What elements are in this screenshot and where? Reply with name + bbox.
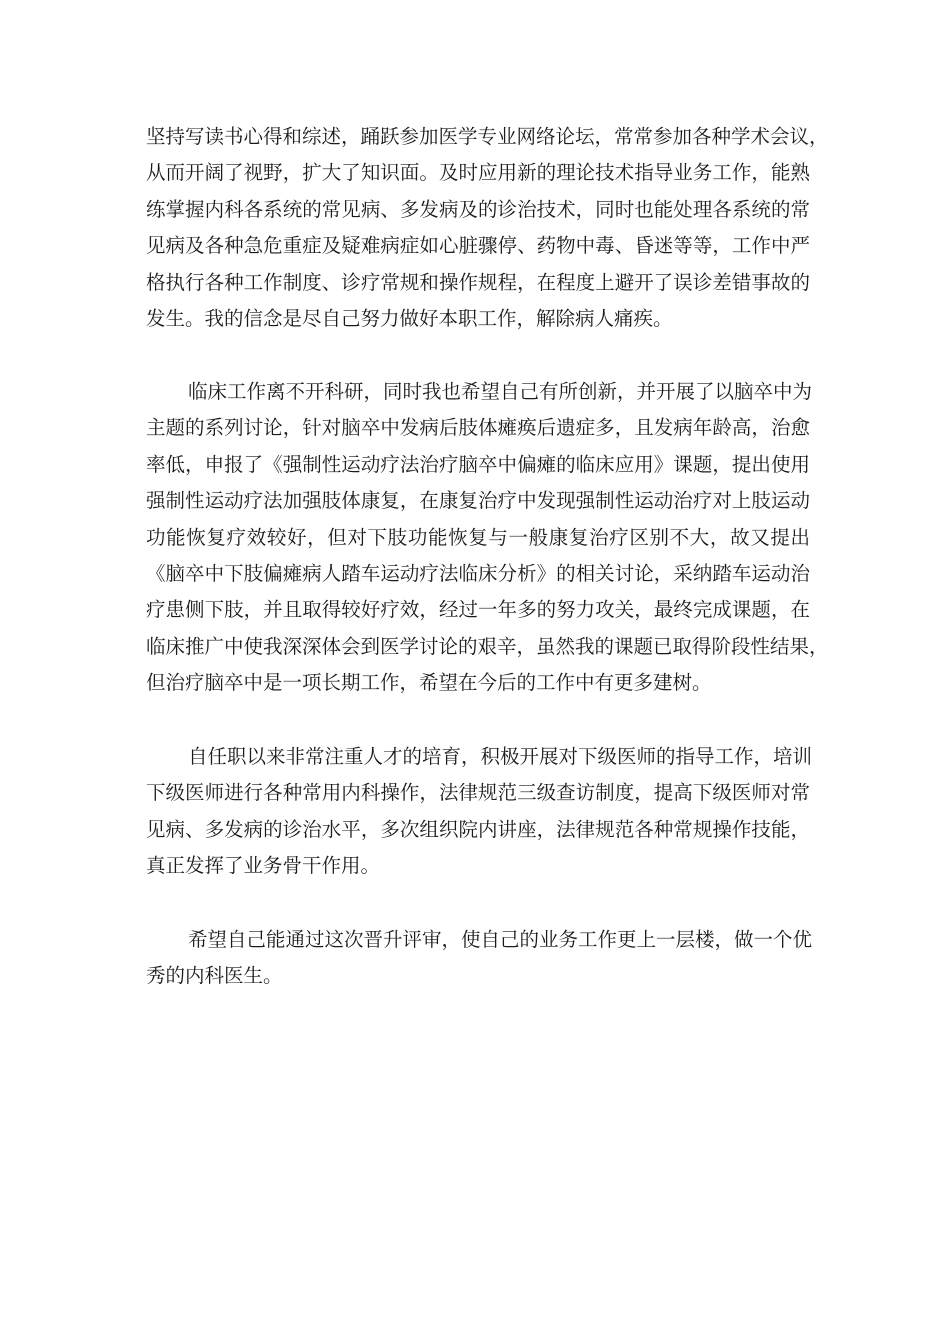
text-line: 见病及各种急危重症及疑难病症如心脏骤停、药物中毒、昏迷等等，工作中严 <box>146 234 810 258</box>
paragraph-staff-training <box>146 739 813 885</box>
text-line: 见病、多发病的诊治水平，多次组织院内讲座，法律规范各种常规操作技能， <box>146 817 810 841</box>
text-line: 秀的内科医生。 <box>146 964 283 988</box>
text-line: 下级医师进行各种常用内科操作，法律规范三级查访制度，提高下级医师对常 <box>146 781 810 805</box>
text-line: 练掌握内科各系统的常见病、多发病及的诊治技术，同时也能处理各系统的常 <box>146 197 810 221</box>
text-line: 临床工作离不开科研，同时我也希望自己有所创新，并开展了以脑卒中为 <box>188 380 813 403</box>
text-line: 强制性运动疗法加强肢体康复，在康复治疗中发现强制性运动治疗对上肢运动 <box>146 489 810 513</box>
paragraph-clinical-research <box>146 374 829 702</box>
text-line: 主题的系列讨论，针对脑卒中发病后肢体瘫痪后遗症多，且发病年龄高，治愈 <box>146 416 810 440</box>
text-line: 希望自己能通过这次晋升评审，使自己的业务工作更上一层楼，做一个优 <box>188 928 813 951</box>
paragraph-closing-wish <box>146 922 813 995</box>
text-line: 坚持写读书心得和综述，踊跃参加医学专业网络论坛，常常参加各种学术会议， <box>146 125 829 148</box>
text-line: 疗患侧下肢，并且取得较好疗效，经过一年多的努力攻关，最终完成课题，在 <box>146 598 810 622</box>
text-line: 率低，申报了《强制性运动疗法治疗脑卒中偏瘫的临床应用》课题，提出使用 <box>146 452 810 476</box>
text-line: 自任职以来非常注重人才的培育，积极开展对下级医师的指导工作，培训 <box>188 745 813 768</box>
text-line: 功能恢复疗效较好，但对下肢功能恢复与一般康复治疗区别不大，故又提出 <box>146 525 810 549</box>
text-line: 真正发挥了业务骨干作用。 <box>146 854 381 878</box>
text-line: 从而开阔了视野，扩大了知识面。及时应用新的理论技术指导业务工作，能熟 <box>146 161 810 185</box>
text-line: 临床推广中使我深深体会到医学讨论的艰辛，虽然我的课题已取得阶段性结果， <box>146 634 829 658</box>
text-line: 但治疗脑卒中是一项长期工作，希望在今后的工作中有更多建树。 <box>146 671 712 695</box>
text-line: 《脑卒中下肢偏瘫病人踏车运动疗法临床分析》的相关讨论，采纳踏车运动治 <box>146 561 810 585</box>
text-line: 发生。我的信念是尽自己努力做好本职工作，解除病人痛疾。 <box>146 306 673 330</box>
text-line: 格执行各种工作制度、诊疗常规和操作规程，在程度上避开了误诊差错事故的 <box>146 270 810 294</box>
paragraph-literature-study <box>146 119 829 337</box>
